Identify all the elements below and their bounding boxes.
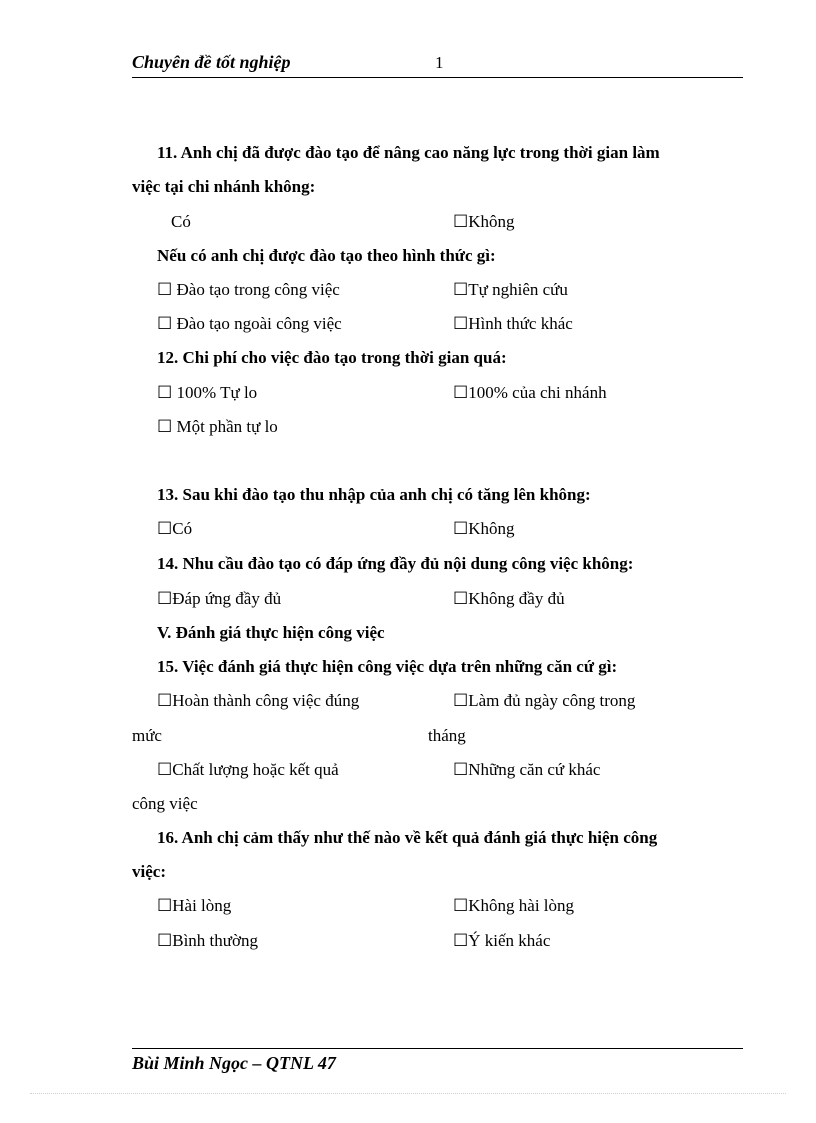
checkbox-icon[interactable]: ☐ <box>453 519 469 538</box>
option-training-onjob[interactable] <box>157 280 340 300</box>
option-quality-cont: công việc <box>132 794 198 813</box>
option-other-form[interactable] <box>453 314 573 334</box>
checkbox-icon[interactable]: ☐ <box>157 931 173 950</box>
checkbox-icon[interactable]: ☐ <box>453 212 469 231</box>
option-normal[interactable] <box>157 931 258 951</box>
header-title: Chuyên đề tốt nghiệp <box>132 52 291 72</box>
question-11-line1: 11. Anh chị đã được đào tạo để nâng cao năng lực trong thời gian làm <box>157 143 660 162</box>
option-self-pay[interactable] <box>157 383 257 403</box>
option-complete-work[interactable] <box>157 691 359 711</box>
checkbox-icon[interactable]: ☐ <box>157 383 173 402</box>
option-full-days-cont: tháng <box>428 726 466 745</box>
checkbox-icon[interactable]: ☐ <box>453 589 469 608</box>
option-label: Những căn cứ khác <box>468 760 601 779</box>
option-label: Bình thường <box>172 931 258 950</box>
option-label: Đào tạo ngoài công việc <box>172 314 342 333</box>
option-label: Không <box>468 519 515 538</box>
page-header <box>132 50 743 78</box>
question-11-line2: việc tại chi nhánh không: <box>132 177 316 196</box>
option-partial-pay[interactable] <box>157 417 278 437</box>
option-label: Không hài lòng <box>468 896 575 915</box>
checkbox-icon[interactable]: ☐ <box>453 383 469 402</box>
checkbox-icon[interactable]: ☐ <box>157 760 173 779</box>
option-yes[interactable] <box>157 519 192 539</box>
footer-author: Bùi Minh Ngọc – QTNL 47 <box>132 1053 336 1073</box>
checkbox-icon[interactable]: ☐ <box>453 691 469 710</box>
subquestion-form: Nếu có anh chị được đào tạo theo hình thức gì: <box>157 246 496 265</box>
option-co[interactable] <box>171 212 191 232</box>
checkbox-icon[interactable]: ☐ <box>453 314 469 333</box>
option-label: Tự nghiên cứu <box>468 280 568 299</box>
option-unsatisfied[interactable] <box>453 896 574 916</box>
checkbox-icon[interactable]: ☐ <box>157 589 173 608</box>
question-16-line1: 16. Anh chị cảm thấy như thế nào về kết quả đánh giá thực hiện công <box>157 828 658 847</box>
page-bottom-divider <box>30 1093 786 1094</box>
option-self-study[interactable] <box>453 280 568 300</box>
option-label: Hình thức khác <box>468 314 573 333</box>
option-label: Một phần tự lo <box>172 417 278 436</box>
option-label: Chất lượng hoặc kết quả <box>172 760 339 779</box>
question-13: 13. Sau khi đào tạo thu nhập của anh chị có tăng lên không: <box>157 485 591 504</box>
option-not-fully[interactable] <box>453 589 565 609</box>
option-training-offjob[interactable] <box>157 314 342 334</box>
option-label: Đáp ứng đầy đủ <box>172 589 282 608</box>
checkbox-icon[interactable]: ☐ <box>453 931 469 950</box>
option-label: Không <box>468 212 515 231</box>
option-label: Đào tạo trong công việc <box>172 280 340 299</box>
question-16-line2: việc: <box>132 862 166 881</box>
option-complete-work-cont: mức <box>132 726 162 745</box>
option-full-days[interactable] <box>453 691 635 711</box>
checkbox-icon[interactable]: ☐ <box>453 760 469 779</box>
checkbox-icon[interactable]: ☐ <box>157 417 173 436</box>
option-label: Hài lòng <box>172 896 232 915</box>
question-15: 15. Việc đánh giá thực hiện công việc dựa trên những căn cứ gì: <box>157 657 618 676</box>
option-khong[interactable] <box>453 212 515 232</box>
checkbox-icon[interactable]: ☐ <box>453 280 469 299</box>
option-label: Hoàn thành công việc đúng <box>172 691 360 710</box>
option-label: Có <box>171 212 191 231</box>
option-label: Làm đủ ngày công trong <box>468 691 636 710</box>
option-label: Ý kiến khác <box>468 931 551 950</box>
option-quality[interactable] <box>157 760 339 780</box>
option-label: 100% Tự lo <box>172 383 258 402</box>
checkbox-icon[interactable]: ☐ <box>157 691 173 710</box>
checkbox-icon[interactable]: ☐ <box>157 519 173 538</box>
option-label: Có <box>172 519 193 538</box>
option-other-basis[interactable] <box>453 760 600 780</box>
option-label: Không đầy đủ <box>468 589 565 608</box>
page-footer <box>132 1048 743 1073</box>
section-heading: V. Đánh giá thực hiện công việc <box>157 623 385 642</box>
page-number: 1 <box>435 53 444 72</box>
option-no[interactable] <box>453 519 515 539</box>
option-other-opinion[interactable] <box>453 931 550 951</box>
checkbox-icon[interactable]: ☐ <box>157 896 173 915</box>
option-fully-met[interactable] <box>157 589 281 609</box>
checkbox-icon[interactable]: ☐ <box>157 314 173 333</box>
option-label: 100% của chi nhánh <box>468 383 607 402</box>
checkbox-icon[interactable]: ☐ <box>157 280 173 299</box>
option-satisfied[interactable] <box>157 896 231 916</box>
checkbox-icon[interactable]: ☐ <box>453 896 469 915</box>
question-12: 12. Chi phí cho việc đào tạo trong thời gian quá: <box>157 348 507 367</box>
option-branch-pay[interactable] <box>453 383 607 403</box>
question-14: 14. Nhu cầu đào tạo có đáp ứng đầy đủ nội dung công việc không: <box>157 554 634 573</box>
